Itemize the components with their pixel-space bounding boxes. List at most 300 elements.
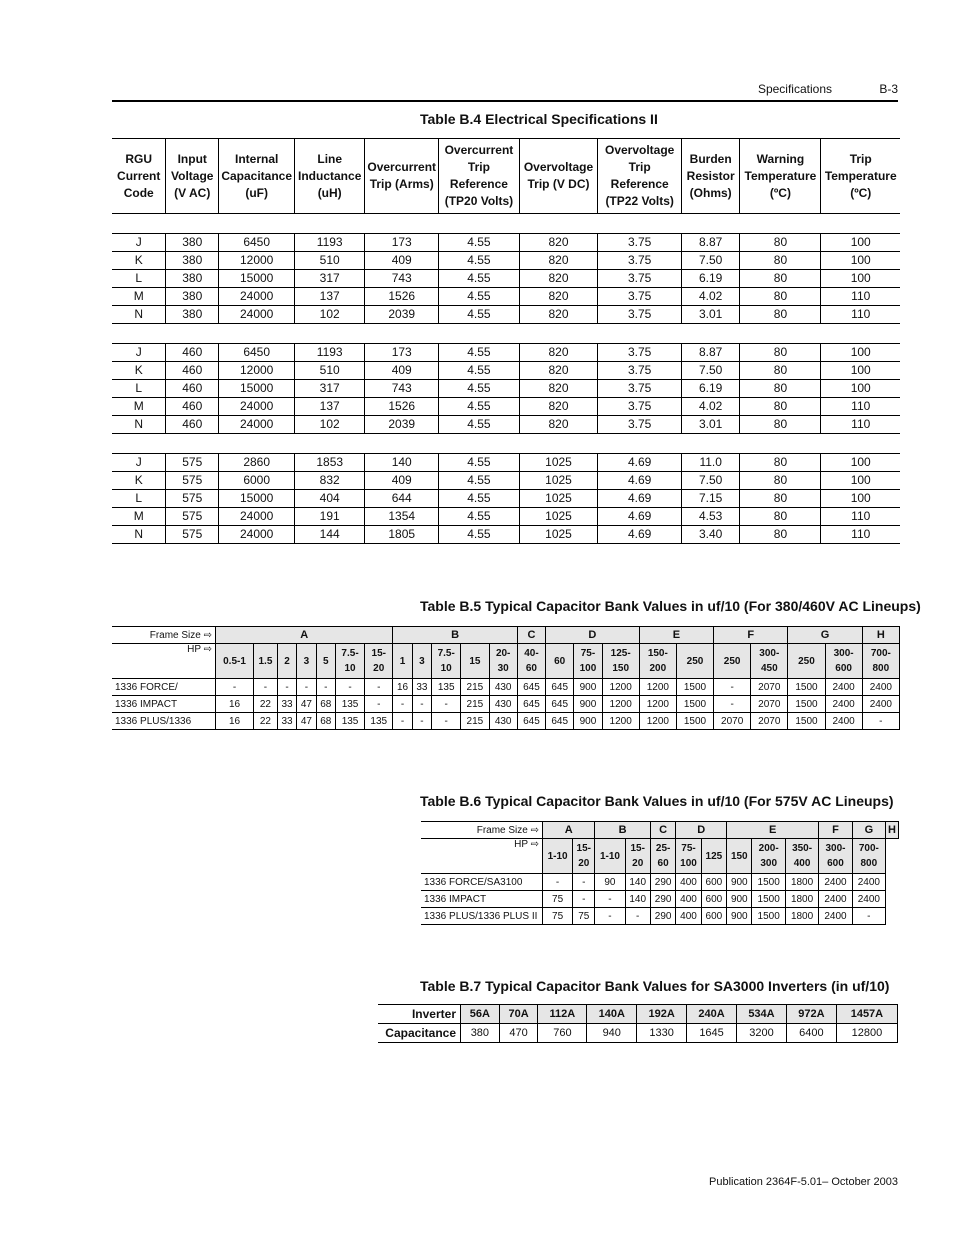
table-row: [421, 874, 899, 891]
table-cell: 75: [573, 908, 595, 925]
hp-header: 250: [788, 644, 825, 679]
table-row: [112, 696, 900, 713]
hp-header: 250: [714, 644, 751, 679]
table-cell: 2070: [714, 713, 751, 730]
table-cell: 409: [365, 252, 439, 270]
table-cell: 400: [676, 874, 701, 891]
table-cell: 1645: [687, 1024, 737, 1043]
table-cell: 4.53: [681, 508, 740, 526]
table-row: [112, 416, 900, 434]
table-cell: 1526: [365, 398, 439, 416]
table-row: [112, 472, 900, 490]
table-cell: 4.02: [681, 398, 740, 416]
table-cell: 16: [216, 696, 254, 713]
column-header: Line Inductance (uH): [295, 139, 365, 214]
table-cell: 900: [727, 874, 752, 891]
hp-header: 15- 20: [365, 644, 393, 679]
table-cell: -: [595, 891, 625, 908]
table-cell: 4.55: [439, 398, 519, 416]
table-cell: 1330: [637, 1024, 687, 1043]
table-cell: 510: [295, 362, 365, 380]
table-cell: 290: [650, 908, 675, 925]
table-cell: 4.55: [439, 344, 519, 362]
inverter-header: 534A: [737, 1005, 787, 1024]
table-b5: [112, 626, 900, 730]
hp-header: 250: [676, 644, 713, 679]
table-cell: 110: [821, 526, 900, 544]
table-cell: 140: [625, 874, 650, 891]
table-cell: 460: [166, 344, 219, 362]
table-b6: [421, 821, 899, 925]
inverter-header: 1457A: [836, 1005, 897, 1024]
table-cell: 7.50: [681, 362, 740, 380]
table-cell: 2400: [825, 679, 862, 696]
table-cell: 380: [461, 1024, 500, 1043]
table-cell: 1025: [519, 454, 598, 472]
table-cell: 1025: [519, 526, 598, 544]
table-cell: 4.55: [439, 306, 519, 324]
table-cell: 80: [740, 362, 821, 380]
table-cell: 1805: [365, 526, 439, 544]
table-cell: -: [543, 874, 573, 891]
table-cell: 135: [335, 713, 364, 730]
table-cell: 1354: [365, 508, 439, 526]
table-cell: 80: [740, 526, 821, 544]
table-cell: 600: [701, 908, 726, 925]
table-cell: L: [112, 380, 166, 398]
row-label: 1336 PLUS/1336: [112, 713, 216, 730]
frame-size-header: B: [393, 627, 517, 644]
table-cell: 2039: [365, 416, 439, 434]
table-cell: 8.87: [681, 344, 740, 362]
table-cell: 1500: [788, 713, 825, 730]
table-cell: 820: [519, 398, 598, 416]
table-cell: 191: [295, 508, 365, 526]
table-row: [112, 526, 900, 544]
table-cell: 820: [519, 306, 598, 324]
table-cell: 380: [166, 252, 219, 270]
table-b7-title: Table B.7 Typical Capacitor Bank Values for SA3000 Inverters (in uf/10): [420, 978, 890, 994]
table-cell: 575: [166, 526, 219, 544]
table-cell: 4.55: [439, 362, 519, 380]
table-cell: 4.55: [439, 508, 519, 526]
table-cell: 1526: [365, 288, 439, 306]
table-cell: 215: [461, 713, 489, 730]
table-cell: -: [595, 908, 625, 925]
column-header: RGU Current Code: [112, 139, 166, 214]
table-cell: 2400: [825, 713, 862, 730]
table-cell: 832: [295, 472, 365, 490]
frame-size-row: [112, 627, 900, 644]
table-cell: 16: [216, 713, 254, 730]
table-cell: K: [112, 252, 166, 270]
table-cell: 33: [277, 713, 296, 730]
hp-header: 150- 200: [639, 644, 676, 679]
table-cell: 6.19: [681, 380, 740, 398]
table-b4: [112, 138, 900, 544]
hp-row: [421, 839, 899, 874]
table-cell: 24000: [219, 398, 295, 416]
frame-size-header: H: [886, 822, 899, 839]
table-cell: 24000: [219, 508, 295, 526]
table-row: [112, 306, 900, 324]
table-cell: 2400: [819, 908, 852, 925]
table-cell: 510: [295, 252, 365, 270]
table-row: [112, 454, 900, 472]
table-cell: 24000: [219, 306, 295, 324]
table-cell: 400: [676, 891, 701, 908]
table-cell: 820: [519, 344, 598, 362]
table-row: [112, 713, 900, 730]
table-cell: 100: [821, 270, 900, 288]
table-cell: 137: [295, 398, 365, 416]
table-cell: 6450: [219, 344, 295, 362]
hp-header: 700- 800: [852, 839, 885, 874]
table-cell: 7.15: [681, 490, 740, 508]
table-cell: 3.75: [598, 416, 681, 434]
table-row: [112, 344, 900, 362]
table-cell: 4.69: [598, 526, 681, 544]
table-cell: -: [365, 679, 393, 696]
table-cell: 24000: [219, 416, 295, 434]
publication-footer: Publication 2364F-5.01– October 2003: [709, 1176, 898, 1188]
table-cell: 3.75: [598, 398, 681, 416]
table-cell: 1193: [295, 234, 365, 252]
table-cell: -: [714, 696, 751, 713]
table-cell: 6400: [786, 1024, 836, 1043]
table-cell: 12800: [836, 1024, 897, 1043]
inverter-header: 112A: [538, 1005, 587, 1024]
table-row: [112, 380, 900, 398]
table-cell: 47: [297, 713, 316, 730]
frame-size-header: G: [788, 627, 862, 644]
table-cell: 2400: [852, 874, 885, 891]
table-b5-title: Table B.5 Typical Capacitor Bank Values in uf/10 (For 380/460V AC Lineups): [420, 598, 921, 614]
table-cell: 11.0: [681, 454, 740, 472]
group-spacer: [112, 434, 900, 454]
row-label: 1336 IMPACT: [112, 696, 216, 713]
inverter-header: 70A: [499, 1005, 538, 1024]
inverter-header: 240A: [687, 1005, 737, 1024]
table-cell: 4.69: [598, 454, 681, 472]
table-cell: 140: [625, 891, 650, 908]
table-cell: 15000: [219, 380, 295, 398]
table-cell: 110: [821, 416, 900, 434]
column-header: Overcurrent Trip Reference (TP20 Volts): [439, 139, 519, 214]
table-cell: 4.69: [598, 508, 681, 526]
table-cell: 100: [821, 234, 900, 252]
hp-header: 7.5- 10: [335, 644, 364, 679]
table-cell: 645: [546, 696, 574, 713]
table-cell: 1500: [676, 713, 713, 730]
capacitance-label: Capacitance: [378, 1024, 461, 1043]
table-cell: 16: [393, 679, 412, 696]
table-cell: 100: [821, 344, 900, 362]
table-cell: 33: [412, 679, 431, 696]
table-cell: 100: [821, 472, 900, 490]
frame-size-header: C: [650, 822, 675, 839]
table-cell: 317: [295, 380, 365, 398]
table-cell: 1500: [676, 679, 713, 696]
table-cell: 110: [821, 508, 900, 526]
table-cell: 820: [519, 380, 598, 398]
table-cell: 820: [519, 288, 598, 306]
table-cell: 575: [166, 472, 219, 490]
table-cell: 4.55: [439, 380, 519, 398]
table-cell: 144: [295, 526, 365, 544]
table-cell: 600: [701, 874, 726, 891]
table-cell: 15000: [219, 490, 295, 508]
table-cell: 24000: [219, 526, 295, 544]
table-cell: 743: [365, 270, 439, 288]
table-cell: -: [714, 679, 751, 696]
table-cell: 2400: [825, 696, 862, 713]
table-cell: -: [316, 679, 335, 696]
table-cell: 470: [499, 1024, 538, 1043]
table-row: [421, 891, 899, 908]
table-cell: 900: [574, 679, 602, 696]
column-header: Overcurrent Trip (Arms): [365, 139, 439, 214]
table-cell: 173: [365, 344, 439, 362]
table-cell: 1500: [788, 696, 825, 713]
table-cell: 80: [740, 306, 821, 324]
table-row: [112, 270, 900, 288]
table-cell: 3.75: [598, 234, 681, 252]
table-cell: 743: [365, 380, 439, 398]
table-cell: 1200: [602, 696, 639, 713]
frame-size-header: C: [517, 627, 545, 644]
hp-header: 200- 300: [752, 839, 785, 874]
table-cell: 1193: [295, 344, 365, 362]
frame-size-header: A: [216, 627, 393, 644]
table-cell: 80: [740, 490, 821, 508]
table-cell: L: [112, 490, 166, 508]
hp-label: HP ⇨: [421, 839, 543, 874]
hp-header: 3: [297, 644, 316, 679]
table-cell: 3.75: [598, 288, 681, 306]
frame-size-header: F: [819, 822, 852, 839]
table-cell: 4.55: [439, 472, 519, 490]
table-cell: 4.02: [681, 288, 740, 306]
table-cell: 820: [519, 270, 598, 288]
capacitance-row: [378, 1024, 898, 1043]
hp-header: 1-10: [595, 839, 625, 874]
table-cell: 1500: [788, 679, 825, 696]
table-cell: 2070: [751, 679, 788, 696]
hp-header: 300- 450: [751, 644, 788, 679]
table-cell: 3.01: [681, 416, 740, 434]
table-cell: -: [862, 713, 899, 730]
hp-header: 300- 600: [819, 839, 852, 874]
hp-header: 150: [727, 839, 752, 874]
table-cell: 80: [740, 472, 821, 490]
table-row: [112, 508, 900, 526]
table-cell: 2860: [219, 454, 295, 472]
table-cell: 430: [489, 713, 517, 730]
page-header: [112, 80, 898, 102]
row-label: 1336 FORCE/SA3100: [421, 874, 543, 891]
frame-size-header: E: [727, 822, 819, 839]
table-cell: 3200: [737, 1024, 787, 1043]
table-cell: 575: [166, 454, 219, 472]
group-spacer: [112, 324, 900, 344]
table-cell: 110: [821, 398, 900, 416]
table-cell: 409: [365, 362, 439, 380]
frame-size-header: B: [595, 822, 651, 839]
table-cell: 90: [595, 874, 625, 891]
table-cell: N: [112, 306, 166, 324]
table-cell: 404: [295, 490, 365, 508]
table-cell: 135: [365, 713, 393, 730]
column-header: Internal Capacitance (uF): [219, 139, 295, 214]
table-cell: 135: [432, 679, 461, 696]
table-cell: 380: [166, 288, 219, 306]
section-title: Specifications: [757, 82, 832, 96]
table-cell: -: [412, 696, 431, 713]
table-cell: 12000: [219, 362, 295, 380]
table-cell: J: [112, 344, 166, 362]
table-cell: 317: [295, 270, 365, 288]
table-cell: 80: [740, 270, 821, 288]
column-header: Burden Resistor (Ohms): [681, 139, 740, 214]
table-cell: 68: [316, 696, 335, 713]
column-header: Overvoltage Trip Reference (TP22 Volts): [598, 139, 681, 214]
table-cell: 2070: [751, 696, 788, 713]
table-cell: 2400: [819, 874, 852, 891]
hp-header: 5: [316, 644, 335, 679]
table-cell: L: [112, 270, 166, 288]
table-cell: 80: [740, 288, 821, 306]
table-cell: 75: [543, 908, 573, 925]
hp-header: 40- 60: [517, 644, 545, 679]
table-cell: 4.55: [439, 288, 519, 306]
table-cell: 80: [740, 398, 821, 416]
column-header: Warning Temperature (ºC): [740, 139, 821, 214]
table-cell: 3.40: [681, 526, 740, 544]
table-cell: 645: [517, 713, 545, 730]
table-row: [112, 679, 900, 696]
table-cell: 1500: [752, 874, 785, 891]
table-cell: -: [432, 696, 461, 713]
table-cell: -: [412, 713, 431, 730]
inverter-header: 192A: [637, 1005, 687, 1024]
frame-size-label: Frame Size ⇨: [421, 822, 543, 839]
table-cell: 173: [365, 234, 439, 252]
table-cell: 1200: [639, 679, 676, 696]
table-cell: 22: [254, 696, 278, 713]
table-cell: -: [393, 696, 412, 713]
column-header: Overvoltage Trip (V DC): [519, 139, 598, 214]
table-cell: -: [335, 679, 364, 696]
hp-header: 1: [393, 644, 412, 679]
table-cell: 409: [365, 472, 439, 490]
hp-header: 125: [701, 839, 726, 874]
hp-header: 125- 150: [602, 644, 639, 679]
table-cell: 137: [295, 288, 365, 306]
table-cell: -: [625, 908, 650, 925]
table-cell: 12000: [219, 252, 295, 270]
table-cell: 1200: [602, 713, 639, 730]
table-cell: 80: [740, 508, 821, 526]
table-cell: 1025: [519, 508, 598, 526]
table-cell: K: [112, 472, 166, 490]
table-cell: 460: [166, 416, 219, 434]
table-cell: 1500: [676, 696, 713, 713]
table-row: [112, 398, 900, 416]
table-cell: 575: [166, 490, 219, 508]
table-cell: 100: [821, 362, 900, 380]
table-cell: 80: [740, 380, 821, 398]
table-cell: 3.75: [598, 252, 681, 270]
group-spacer: [112, 214, 900, 234]
frame-size-row: [421, 822, 899, 839]
column-header: Trip Temperature (ºC): [821, 139, 900, 214]
table-cell: 2400: [862, 696, 899, 713]
table-cell: 6000: [219, 472, 295, 490]
inverter-header: 56A: [461, 1005, 500, 1024]
table-row: [421, 908, 899, 925]
table-cell: -: [852, 908, 885, 925]
inverter-header: 140A: [587, 1005, 637, 1024]
table-cell: 4.55: [439, 270, 519, 288]
table-cell: 140: [365, 454, 439, 472]
table-cell: 820: [519, 234, 598, 252]
table-cell: 4.69: [598, 472, 681, 490]
table-cell: 135: [335, 696, 364, 713]
table-cell: 460: [166, 380, 219, 398]
table-cell: 575: [166, 508, 219, 526]
table-cell: 102: [295, 306, 365, 324]
table-cell: 4.55: [439, 234, 519, 252]
table-cell: 100: [821, 252, 900, 270]
table-cell: 80: [740, 454, 821, 472]
hp-header: 1-10: [543, 839, 573, 874]
table-cell: 400: [676, 908, 701, 925]
page-number: B-3: [879, 82, 898, 96]
table-cell: 110: [821, 306, 900, 324]
table-cell: 290: [650, 874, 675, 891]
table-cell: 215: [461, 679, 489, 696]
table-cell: -: [432, 713, 461, 730]
table-cell: 4.55: [439, 416, 519, 434]
hp-header: 1.5: [254, 644, 278, 679]
table-row: [112, 362, 900, 380]
table-cell: 2400: [819, 891, 852, 908]
table-cell: 940: [587, 1024, 637, 1043]
inverter-label: Inverter: [378, 1005, 461, 1024]
table-cell: 2400: [862, 679, 899, 696]
table-cell: 80: [740, 344, 821, 362]
table-cell: 645: [517, 696, 545, 713]
table-cell: 644: [365, 490, 439, 508]
spacer-cell: [112, 434, 900, 454]
hp-header: 15- 20: [625, 839, 650, 874]
table-cell: 1853: [295, 454, 365, 472]
table-cell: 47: [297, 696, 316, 713]
table-cell: 3.75: [598, 344, 681, 362]
table-cell: 430: [489, 679, 517, 696]
table-cell: M: [112, 508, 166, 526]
table-cell: 102: [295, 416, 365, 434]
hp-header: 15- 20: [573, 839, 595, 874]
table-cell: -: [393, 713, 412, 730]
table-cell: 1500: [752, 908, 785, 925]
table-cell: 8.87: [681, 234, 740, 252]
frame-size-header: E: [639, 627, 713, 644]
table-cell: 2039: [365, 306, 439, 324]
spacer-cell: [112, 324, 900, 344]
table-cell: 100: [821, 454, 900, 472]
